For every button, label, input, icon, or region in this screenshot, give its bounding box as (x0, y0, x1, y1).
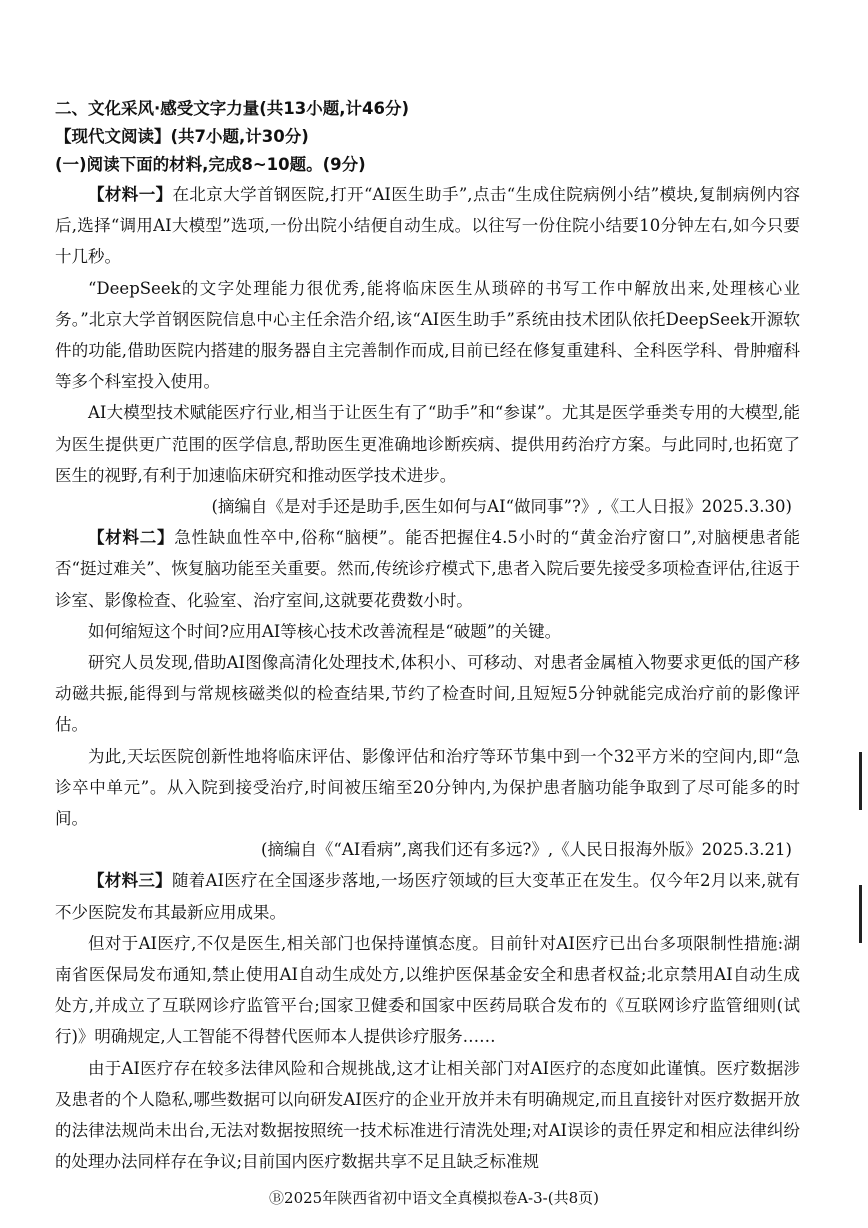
material2-label: 【材料二】 (88, 528, 175, 548)
page-footer: Ⓑ2025年陕西省初中语文全真模拟卷A-3-(共8页) (269, 1189, 599, 1207)
material2-paragraph-3: 研究人员发现,借助AI图像高清化处理技术,体积小、可移动、对患者金属植入物要求更低的国产移动磁共振,能得到与常规核磁类似的检查结果,节约了检查时间,且短短5分钟就能完成治疗前的影像评估。 (55, 653, 800, 735)
material3-text-1: 随着AI医疗在全国逐步落地,一场医疗领域的巨大变革正在发生。仅今年2月以来,就有不少医院发布其最新应用成果。 (55, 871, 801, 922)
material2-source: (摘编自《“AI看病”,离我们还有多远?》,《人民日报海外版》2025.3.21) (261, 840, 792, 860)
material2-paragraph-1 (55, 522, 800, 616)
page-content (55, 95, 800, 1178)
material3-paragraph-2: 但对于AI医疗,不仅是医生,相关部门也保持谨慎态度。目前针对AI医疗已出台多项限制性措施:湖南省医保局发布通知,禁止使用AI自动生成处方,以维护医保基金安全和患者权益;北京禁用AI自动生成处方,并成立了互联网诊疗监管平台;国家卫健委和国家中医药局联合发布的《互联网诊疗监管细则(试行)》明确规定,人工智能不得替代医师本人提供诊疗服务…… (55, 933, 800, 1047)
material2-text-1: 急性缺血性卒中,俗称“脑梗”。能否把握住4.5小时的“黄金治疗窗口”,对脑梗患者能否“挺过难关”、恢复脑功能至关重要。然而,传统诊疗模式下,患者入院后要先接受多项检查评估,往返于诊室、影像检查、化验室、治疗室间,这就要花费数小时。 (55, 528, 800, 610)
material1-paragraph-1 (55, 179, 800, 273)
material3-paragraph-1 (55, 865, 800, 927)
material1-paragraph-3: AI大模型技术赋能医疗行业,相当于让医生有了“助手”和“参谋”。尤其是医学垂类专用的大模型,能为医生提供更广范围的医学信息,帮助医生更准确地诊断疾病、提供用药治疗方案。与此同时,也拓宽了医生的视野,有利于加速临床研究和推动医学技术进步。 (55, 403, 800, 485)
section-title: 二、文化采风·感受文字力量(共13小题,计46分) (55, 99, 410, 118)
material1-source: (摘编自《是对手还是助手,医生如何与AI“做同事”?》,《工人日报》2025.3.30) (211, 497, 792, 517)
margin-scan-mark-upper (859, 752, 862, 810)
section-subtitle: 【现代文阅读】(共7小题,计30分) (55, 127, 309, 146)
material2-paragraph-4: 为此,天坛医院创新性地将临床评估、影像评估和治疗等环节集中到一个32平方米的空间内,即“急诊卒中单元”。从入院到接受治疗,时间被压缩至20分钟内,为保护患者脑功能争取到了尽可能多的时间。 (55, 746, 800, 829)
material2-paragraph-2: 如何缩短这个时间?应用AI等核心技术改善流程是“破题”的关键。 (88, 621, 562, 641)
margin-scan-mark-lower (859, 885, 862, 943)
part-instruction: (一)阅读下面的材料,完成8~10题。(9分) (55, 155, 366, 174)
material1-paragraph-2: “DeepSeek的文字处理能力很优秀,能将临床医生从琐碎的书写工作中解放出来,处理核心业务。”北京大学首钢医院信息中心主任余浩介绍,该“AI医生助手”系统由技术团队依托DeepSeek开源软件的功能,借助医院内搭建的服务器自主完善制作而成,目前已经在修复重建科、全科医学科、骨肿瘤科等多个科室投入使用。 (55, 278, 800, 392)
material1-label: 【材料一】 (88, 185, 173, 204)
material3-paragraph-3: 由于AI医疗存在较多法律风险和合规挑战,这才让相关部门对AI医疗的态度如此谨慎。医疗数据涉及患者的个人隐私,哪些数据可以向研发AI医疗的企业开放并未有明确规定,而且直接针对医疗数据开放的法律法规尚未出台,无法对数据按照统一技术标准进行清洗处理;对AI误诊的责任界定和相应法律纠纷的处理办法同样存在争议;目前国内医疗数据共享不足且缺乏标准规 (55, 1058, 800, 1172)
material3-label: 【材料三】 (88, 871, 172, 891)
material1-text-1: 在北京大学首钢医院,打开“AI医生助手”,点击“生成住院病例小结”模块,复制病例内容后,选择“调用AI大模型”选项,一份出院小结便自动生成。以往写一份住院小结要10分钟左右,如今只要十几秒。 (55, 185, 801, 267)
